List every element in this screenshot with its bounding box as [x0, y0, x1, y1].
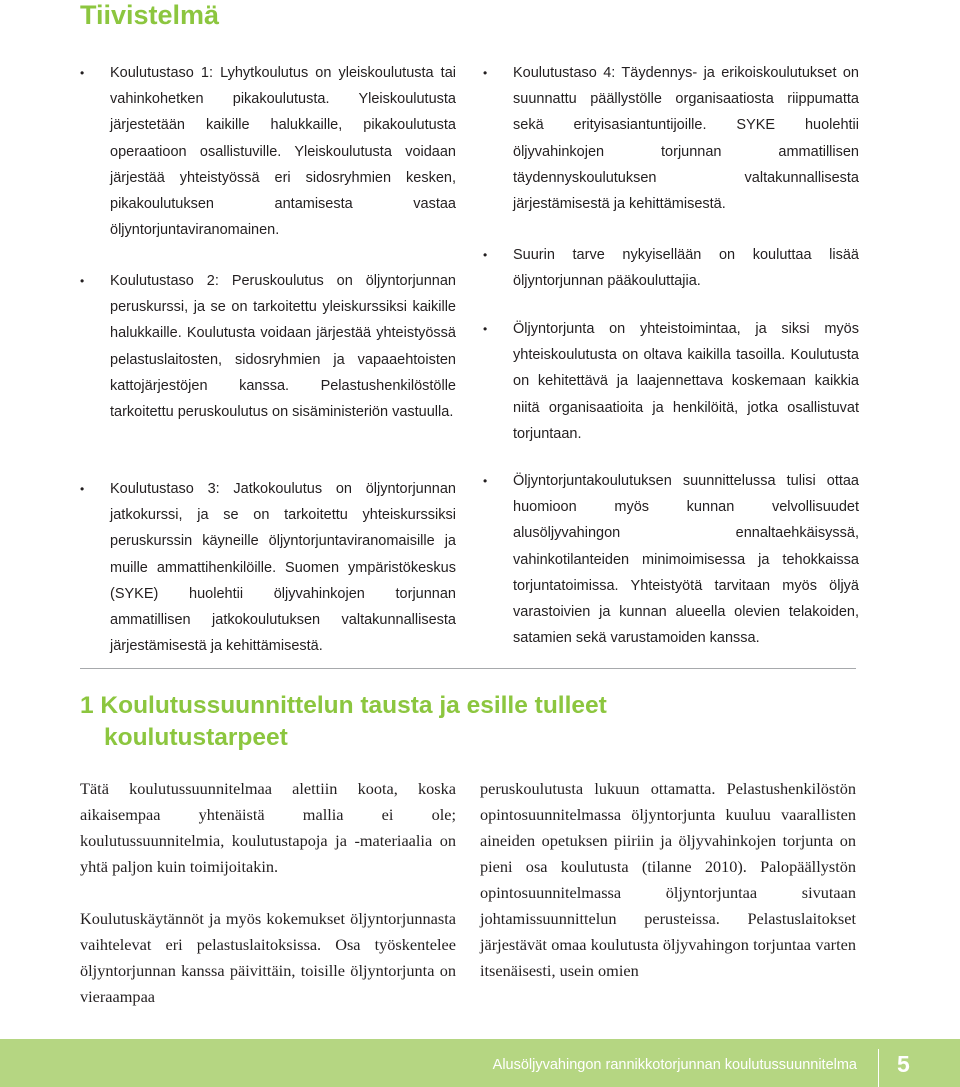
- bullet-icon: •: [483, 66, 488, 80]
- section-heading: [80, 690, 780, 754]
- bullet-text: Koulutustaso 3: Jatkokoulutus on öljyntorjunnan jatkokurssi, ja se on tarkoitettu yhteiskurssiksi peruskurssin käyneille öljyntorjuntaviranomaisille ja muille ammattihenkilöille. Suomen ympäristökeskus (SYKE) huolehtii öljyvahinkojen torjunnan ammatillisen jatkokoulutuksen valtakunnallisesta järjestämisestä ja kehittämisestä.: [110, 481, 456, 655]
- section-heading-line-2: koulutustarpeet: [104, 724, 288, 751]
- bullet-text: Koulutustaso 1: Lyhytkoulutus on yleiskoulutusta tai vahinkohetken pikakoulutusta. Yleiskoulutusta järjestetään kaikille halukkaille, pikakoulutusta operaatioon osallistuville. Yleiskoulutusta voidaan järjestää yhteistyössä eri sidosryhmien kesken, pikakoulutuksen antamisesta vastaa öljyntorjuntaviranomainen.: [110, 65, 456, 239]
- summary-bullet-level-2: [80, 268, 456, 425]
- footer-publication-title: Alusöljyvahingon rannikkotorjunnan koulutussuunnitelma: [492, 1057, 857, 1073]
- bullet-icon: •: [80, 274, 85, 288]
- page-title: Tiivistelmä: [80, 0, 220, 30]
- body-paragraph: Koulutuskäytännöt ja myös kokemukset öljyntorjunnasta vaihtelevat eri pelastuslaitoksissa. Osa työskentelee öljyntorjunnan kanssa päivittäin, toisille öljyntorjunta on vieraampaa: [80, 909, 456, 1006]
- summary-bullet-level-4: [483, 60, 859, 217]
- body-paragraph: peruskoulutusta lukuun ottamatta. Pelastushenkilöstön opintosuunnitelmassa öljyntorjunta kuuluu vaarallisten aineiden opetuksen piiriin ja öljyvahinkojen torjunta on pieni osa koulutusta (tilanne 2010). Palopäällystön opintosuunnitelmassa öljyntorjuntaa sivutaan johtamissuunnittelun perusteissa. Pelastuslaitokset järjestävät omaa koulutusta öljyvahingon torjuntaa varten itsenäisesti, usein omien: [480, 779, 856, 980]
- section-heading-line-1: 1 Koulutussuunnittelun tausta ja esille tulleet: [80, 692, 607, 719]
- section-divider: [80, 668, 856, 669]
- body-right-column: [480, 776, 856, 984]
- summary-right-column: [483, 60, 859, 217]
- bullet-text: Öljyntorjuntakoulutuksen suunnittelussa tulisi ottaa huomioon myös kunnan velvollisuudet alusöljyvahingon ennaltaehkäisyssä, vahinkotilanteiden minimoimisessa ja tehokkaissa torjuntatoimissa. Yhteistyötä tarvitaan myös öljyä varastoivien ja kunnan alueella olevien telakoiden, satamien sekä varustamoiden kanssa.: [513, 473, 859, 647]
- bullet-icon: •: [80, 482, 85, 496]
- summary-bullet-municipality: [483, 468, 859, 651]
- summary-bullet-trainers: [483, 242, 859, 294]
- summary-right-column-4: [483, 468, 859, 651]
- summary-bullet-level-1: [80, 60, 456, 243]
- bullet-icon: •: [483, 474, 488, 488]
- footer-divider: [878, 1049, 879, 1087]
- bullet-text: Koulutustaso 2: Peruskoulutus on öljyntorjunnan peruskurssi, ja se on tarkoitettu yleiskurssiksi kaikille halukkaille. Koulutusta voidaan järjestää yhteistyössä pelastuslaitosten, sidosryhmien ja vapaaehtoisten kattojärjestöjen kanssa. Pelastushenkilöstölle tarkoitettu peruskoulutus on sisäministeriön vastuulla.: [110, 273, 456, 421]
- summary-left-column-2: [80, 268, 456, 425]
- summary-bullet-cooperation: [483, 316, 859, 447]
- bullet-text: Koulutustaso 4: Täydennys- ja erikoiskoulutukset on suunnattu päällystölle organisaatiosta riippumatta sekä erityisasiantuntijoille. SYKE huolehtii öljyvahinkojen torjunnan ammatillisen täydennyskoulutuksen valtakunnallisesta järjestämisestä ja kehittämisestä.: [513, 65, 859, 213]
- page-number: 5: [897, 1051, 910, 1077]
- body-paragraph: Tätä koulutussuunnitelmaa alettiin koota, koska aikaisempaa yhtenäistä mallia ei ole; koulutussuunnitelmia, koulutustapoja ja -materiaalia on yhtä paljon kuin toimijoitakin.: [80, 779, 456, 876]
- summary-bullet-level-3: [80, 476, 456, 659]
- summary-right-column-2: [483, 242, 859, 294]
- bullet-icon: •: [80, 66, 85, 80]
- summary-right-column-3: [483, 316, 859, 447]
- bullet-icon: •: [483, 322, 488, 336]
- bullet-text: Suurin tarve nykyisellään on kouluttaa lisää öljyntorjunnan pääkouluttajia.: [513, 247, 859, 290]
- page-footer: [0, 1039, 960, 1087]
- bullet-icon: •: [483, 248, 488, 262]
- bullet-text: Öljyntorjunta on yhteistoimintaa, ja siksi myös yhteiskoulutusta on oltava kaikilla tasoilla. Koulutusta on kehitettävä ja laajennettava koskemaan kaikkia niitä organisaatioita ja henkilöitä, jotka osallistuvat torjuntaan.: [513, 321, 859, 442]
- summary-left-column-3: [80, 476, 456, 659]
- summary-left-column: [80, 60, 456, 243]
- body-left-column: [80, 776, 456, 1010]
